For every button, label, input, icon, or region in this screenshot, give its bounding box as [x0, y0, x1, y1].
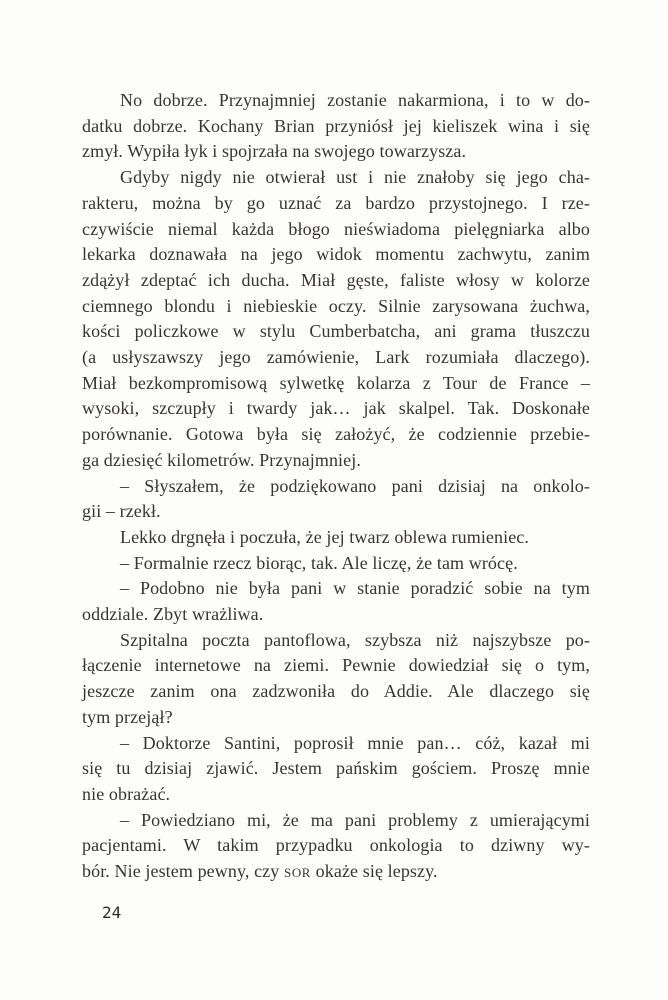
- text-line: wysoki, szczupły i twardy jak… jak skalpel. Tak. Doskonałe: [82, 398, 590, 419]
- text-line: oddziale. Zbyt wrażliwa.: [82, 604, 264, 625]
- paragraph: [82, 525, 590, 551]
- text-line: kości policzkowe w stylu Cumberbatcha, ani grama tłuszczu: [82, 321, 590, 342]
- text-line: datku dobrze. Kochany Brian przyniósł jej kieliszek wina i się: [82, 115, 590, 136]
- text-line: pacjentami. W takim przypadku onkologia to dziwny wy-: [82, 835, 590, 856]
- text-line: gii – rzekł.: [82, 501, 161, 522]
- text-line: – Formalnie rzecz biorąc, tak. Ale liczę, że tam wrócę.: [120, 552, 518, 573]
- text-line: rakteru, można by go uznać za bardzo przystojnego. I rze-: [82, 192, 590, 213]
- paragraph: [82, 165, 590, 473]
- text-line: – Doktorze Santini, poprosił mnie pan… cóż, kazał mi: [120, 732, 590, 753]
- text-line: lekarka doznawała na jego widok momentu zachwytu, zanim: [82, 244, 590, 265]
- text-line: porównanie. Gotowa była się założyć, że codziennie przebie-: [82, 424, 590, 445]
- text-line: Gdyby nigdy nie otwierał ust i nie znałoby się jego cha-: [120, 167, 590, 188]
- text-line: jeszcze zanim ona zadzwoniła do Addie. Ale dlaczego się: [82, 681, 590, 702]
- text-line: (a usłyszawszy jego zamówienie, Lark rozumiała dlaczego).: [82, 347, 590, 368]
- text-line: ga dziesięć kilometrów. Przynajmniej.: [82, 449, 361, 470]
- small-caps-text: sor: [283, 861, 312, 882]
- text-line: ciemnego blondu i niebieskie oczy. Silnie zarysowana żuchwa,: [82, 295, 590, 316]
- paragraph: [82, 628, 590, 731]
- text-line: – Powiedziano mi, że ma pani problemy z umierającymi: [120, 809, 590, 830]
- text-line: tym przejął?: [82, 706, 173, 727]
- paragraph: [82, 551, 590, 577]
- text-line: – Słyszałem, że podziękowano pani dzisiaj na onkolo-: [120, 475, 590, 496]
- text-line: Lekko drgnęła i poczuła, że jej twarz oblewa rumieniec.: [120, 526, 529, 547]
- text-line: czywiście niemal każda błogo nieświadoma pielęgniarka albo: [82, 218, 590, 239]
- text-block: [82, 88, 590, 885]
- text-line: Miał bezkompromisową sylwetkę kolarza z Tour de France –: [82, 372, 590, 393]
- text-line: nie obrażać.: [82, 783, 171, 804]
- text-line: Szpitalna poczta pantoflowa, szybsza niż najszybsze po-: [120, 629, 590, 650]
- text-line: się tu dzisiaj zjawić. Jestem pańskim gościem. Proszę mnie: [82, 758, 590, 779]
- paragraph: [82, 576, 590, 627]
- text-line: zmył. Wypiła łyk i spojrzała na swojego towarzysza.: [82, 141, 467, 162]
- paragraph: [82, 731, 590, 808]
- page-number: 24: [102, 903, 122, 922]
- paragraph: [82, 88, 590, 165]
- text-line: zdążył zdeptać ich ducha. Miał gęste, faliste włosy w kolorze: [82, 269, 590, 290]
- text-line: bór. Nie jestem pewny, czy sor okaże się lepszy.: [82, 861, 438, 882]
- paragraph: [82, 808, 590, 885]
- text-line: łączenie internetowe na ziemi. Pewnie dowiedział się o tym,: [82, 655, 590, 676]
- text-line: – Podobno nie była pani w stanie poradzić sobie na tym: [120, 578, 590, 599]
- paragraph: [82, 474, 590, 525]
- text-line: No dobrze. Przynajmniej zostanie nakarmiona, i to w do-: [120, 90, 590, 110]
